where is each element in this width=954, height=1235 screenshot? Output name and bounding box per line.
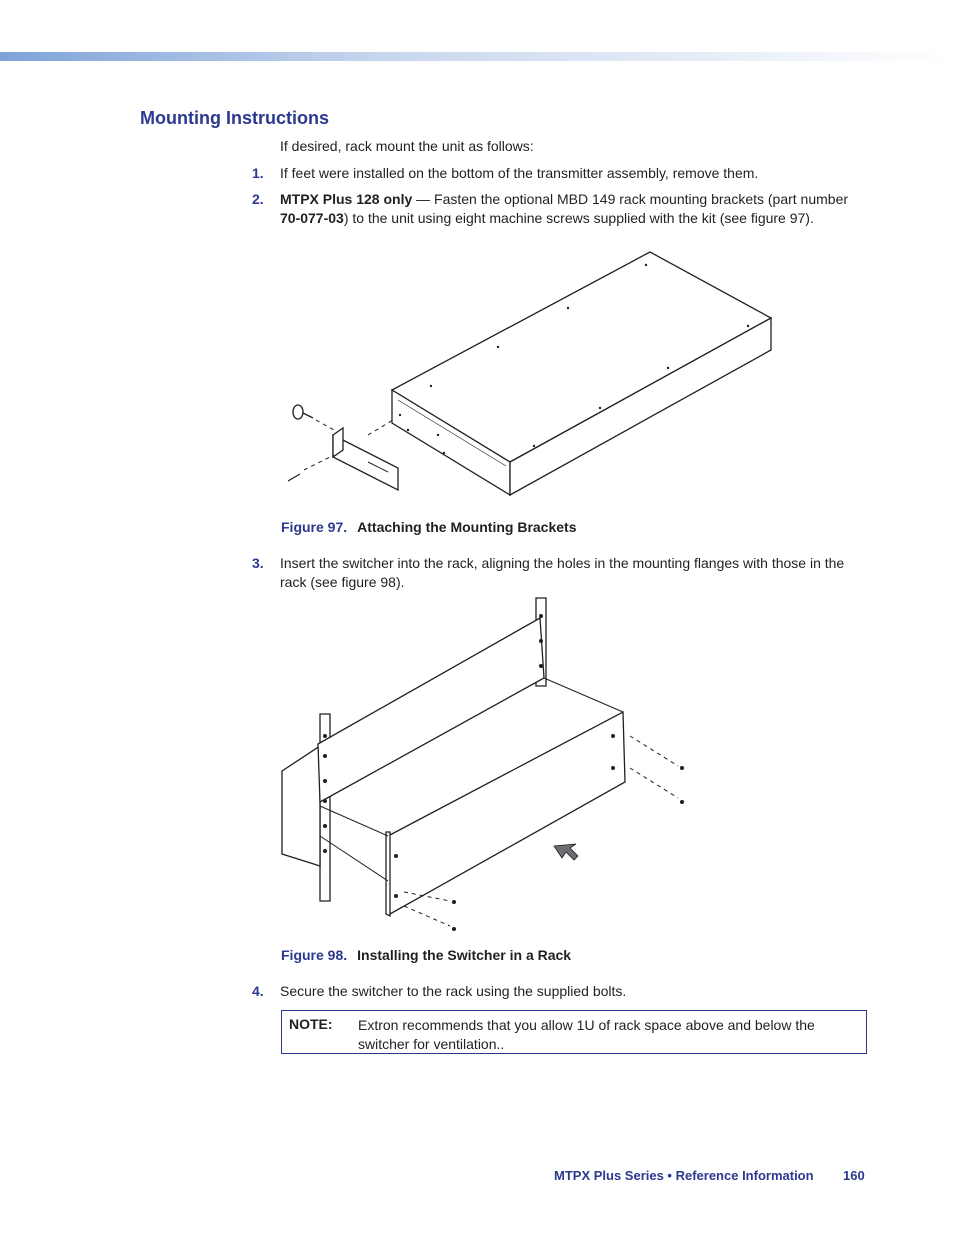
intro-text: If desired, rack mount the unit as follows: xyxy=(280,138,534,154)
figure-number: Figure 98. xyxy=(281,947,348,963)
figure-number: Figure 97. xyxy=(281,519,348,535)
note-box xyxy=(281,1010,867,1054)
step-text-part: ) to the unit using eight machine screws supplied with the kit (see figure 97). xyxy=(343,210,814,226)
footer-title: MTPX Plus Series • Reference Information xyxy=(554,1168,814,1183)
figure-title: Installing the Switcher in a Rack xyxy=(357,947,572,963)
note-label: NOTE: xyxy=(289,1016,333,1032)
figure-title: Attaching the Mounting Brackets xyxy=(357,519,577,535)
header-gradient-bar xyxy=(0,52,954,61)
step-number: 3. xyxy=(252,555,264,571)
page-number: 160 xyxy=(843,1168,865,1183)
step-text: Secure the switcher to the rack using the supplied bolts. xyxy=(280,983,627,999)
step-text: Insert the switcher into the rack, aligning the holes in the mounting flanges with those in the rack (see figure 98). xyxy=(280,555,845,590)
step-number: 1. xyxy=(252,165,264,181)
note-text: Extron recommends that you allow 1U of rack space above and below the switcher for ventilation.. xyxy=(358,1017,815,1052)
step-number: 2. xyxy=(252,191,264,207)
step-text-part: — Fasten the optional MBD 149 rack mounting brackets (part number xyxy=(412,191,849,207)
figure-98-caption xyxy=(281,947,571,963)
step-text: If feet were installed on the bottom of the transmitter assembly, remove them. xyxy=(280,165,759,181)
section-heading: Mounting Instructions xyxy=(140,108,329,128)
part-number: 70-077-03 xyxy=(280,210,344,226)
model-name: MTPX Plus 128 only xyxy=(280,191,413,207)
step-text xyxy=(280,190,870,228)
step-number: 4. xyxy=(252,983,264,999)
figure-97-illustration xyxy=(278,250,778,500)
figure-98-illustration xyxy=(278,596,698,936)
figure-97-caption xyxy=(281,519,577,535)
